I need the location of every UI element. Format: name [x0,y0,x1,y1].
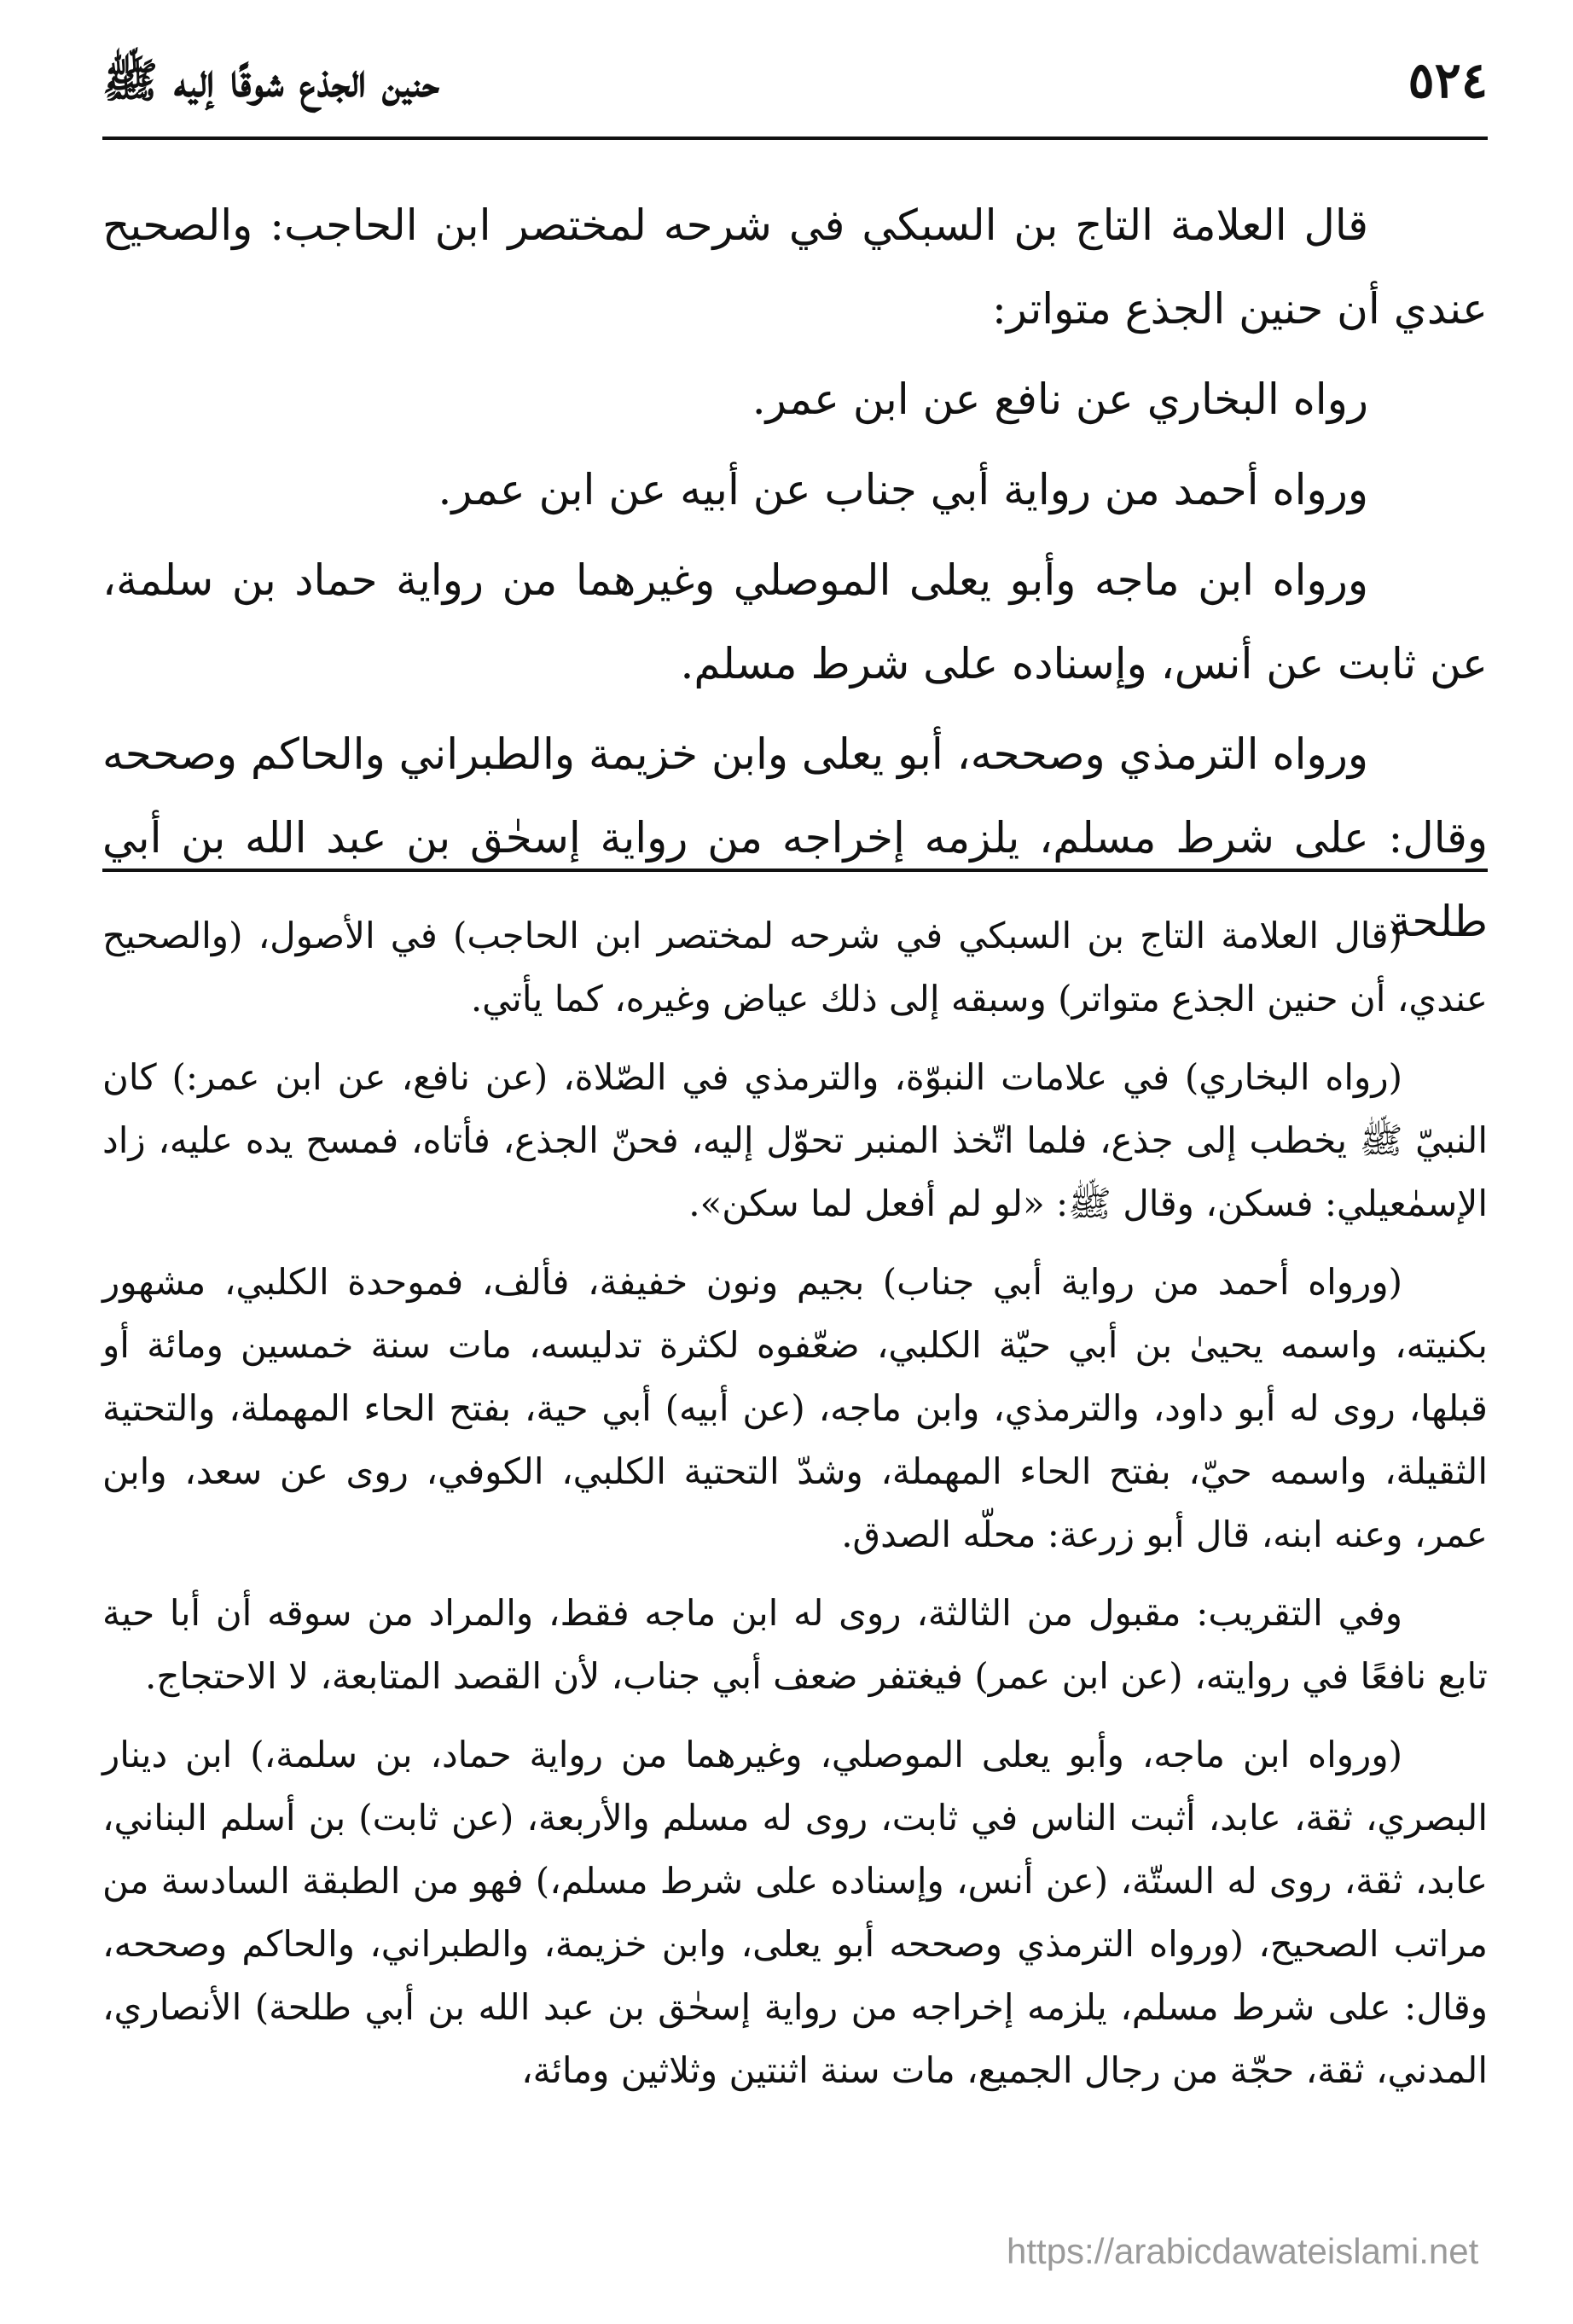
main-paragraph: ورواه الترمذي وصححه، أبو يعلى وابن خزيمة والطبراني والحاكم وصححه وقال: على شرط مسلم، يلزمه إخراجه من رواية إسحٰق بن عبد الله بن أبي طلحة [102,729,1488,946]
commentary-text [102,904,1488,2118]
page-number: ٥٢٤ [1408,51,1488,109]
commentary-paragraph: (رواه البخاري) في علامات النبوّة، والترمذي في الصّلاة، (عن نافع، عن ابن عمر:) كان النبيّ ﷺ يخطب إلى جذع، فلما اتّخذ المنبر تحوّل إليه، فحنّ الجذع، فأتاه، فمسح يده عليه، زاد الإسمٰعيلي: فسكن، وقال ﷺ: «لو لم أفعل لما سكن». [102,1056,1488,1224]
main-paragraph: قال العلامة التاج بن السبكي في شرحه لمختصر ابن الحاجب: والصحيح عندي أن حنين الجذع متواتر: [102,200,1488,334]
section-divider [102,869,1488,872]
main-paragraph: رواه البخاري عن نافع عن ابن عمر. [752,375,1368,424]
watermark-url: https://arabicdawateislami.net [1007,2231,1479,2271]
running-title: حنين الجذع شوقًا إليه ﷺ [102,53,440,107]
commentary-paragraph: (ورواه أحمد من رواية أبي جناب) بجيم ونون خفيفة، فألف، فموحدة الكلبي، مشهور بكنيته، واسمه يحيىٰ بن أبي حيّة الكلبي، ضعّفوه لكثرة تدليسه، مات سنة خمسين ومائة أو قبلها، روى له أبو داود، والترمذي، وابن ماجه، (عن أبيه) أبي حية، بفتح الحاء المهملة، والتحتية الثقيلة، واسمه حيّ، بفتح الحاء المهملة، وشدّ التحتية الكلبي، الكوفي، روى عن سعد، وابن عمر، وعنه ابنه، قال أبو زرعة: محلّه الصدق. [102,1261,1488,1555]
main-text [102,183,1488,970]
main-paragraph: ورواه ابن ماجه وأبو يعلى الموصلي وغيرهما من رواية حماد بن سلمة، عن ثابت عن أنس، وإسناده على شرط مسلم. [102,555,1488,688]
main-paragraph: ورواه أحمد من رواية أبي جناب عن أبيه عن ابن عمر. [438,465,1368,514]
commentary-paragraph: (قال العلامة التاج بن السبكي في شرحه لمختصر ابن الحاجب) في الأصول، (والصحيح عندي، أن حنين الجذع متواتر) وسبقه إلى ذلك عياض وغيره، كما يأتي. [102,915,1488,1020]
page-header [102,34,1488,140]
commentary-paragraph: وفي التقريب: مقبول من الثالثة، روى له ابن ماجه فقط، والمراد من سوقه أن أبا حية تابع نافعًا في روايته، (عن ابن عمر) فيغتفر ضعف أبي جناب، لأن القصد المتابعة، لا الاحتجاج. [102,1592,1488,1697]
commentary-paragraph: (ورواه ابن ماجه، وأبو يعلى الموصلي، وغيرهما من رواية حماد، بن سلمة،) ابن دينار البصري، ثقة، عابد، أثبت الناس في ثابت، روى له مسلم والأربعة، (عن ثابت) بن أسلم البناني، عابد، ثقة، روى له الستّة، (عن أنس، وإسناده على شرط مسلم،) فهو من الطبقة السادسة من مراتب الصحيح، (ورواه الترمذي وصححه أبو يعلى، وابن خزيمة، والطبراني، والحاكم وصححه، وقال: على شرط مسلم، يلزمه إخراجه من رواية إسحٰق بن عبد الله بن أبي طلحة) الأنصاري، المدني، ثقة، حجّة من رجال الجميع، مات سنة اثنتين وثلاثين ومائة، [102,1734,1488,2091]
